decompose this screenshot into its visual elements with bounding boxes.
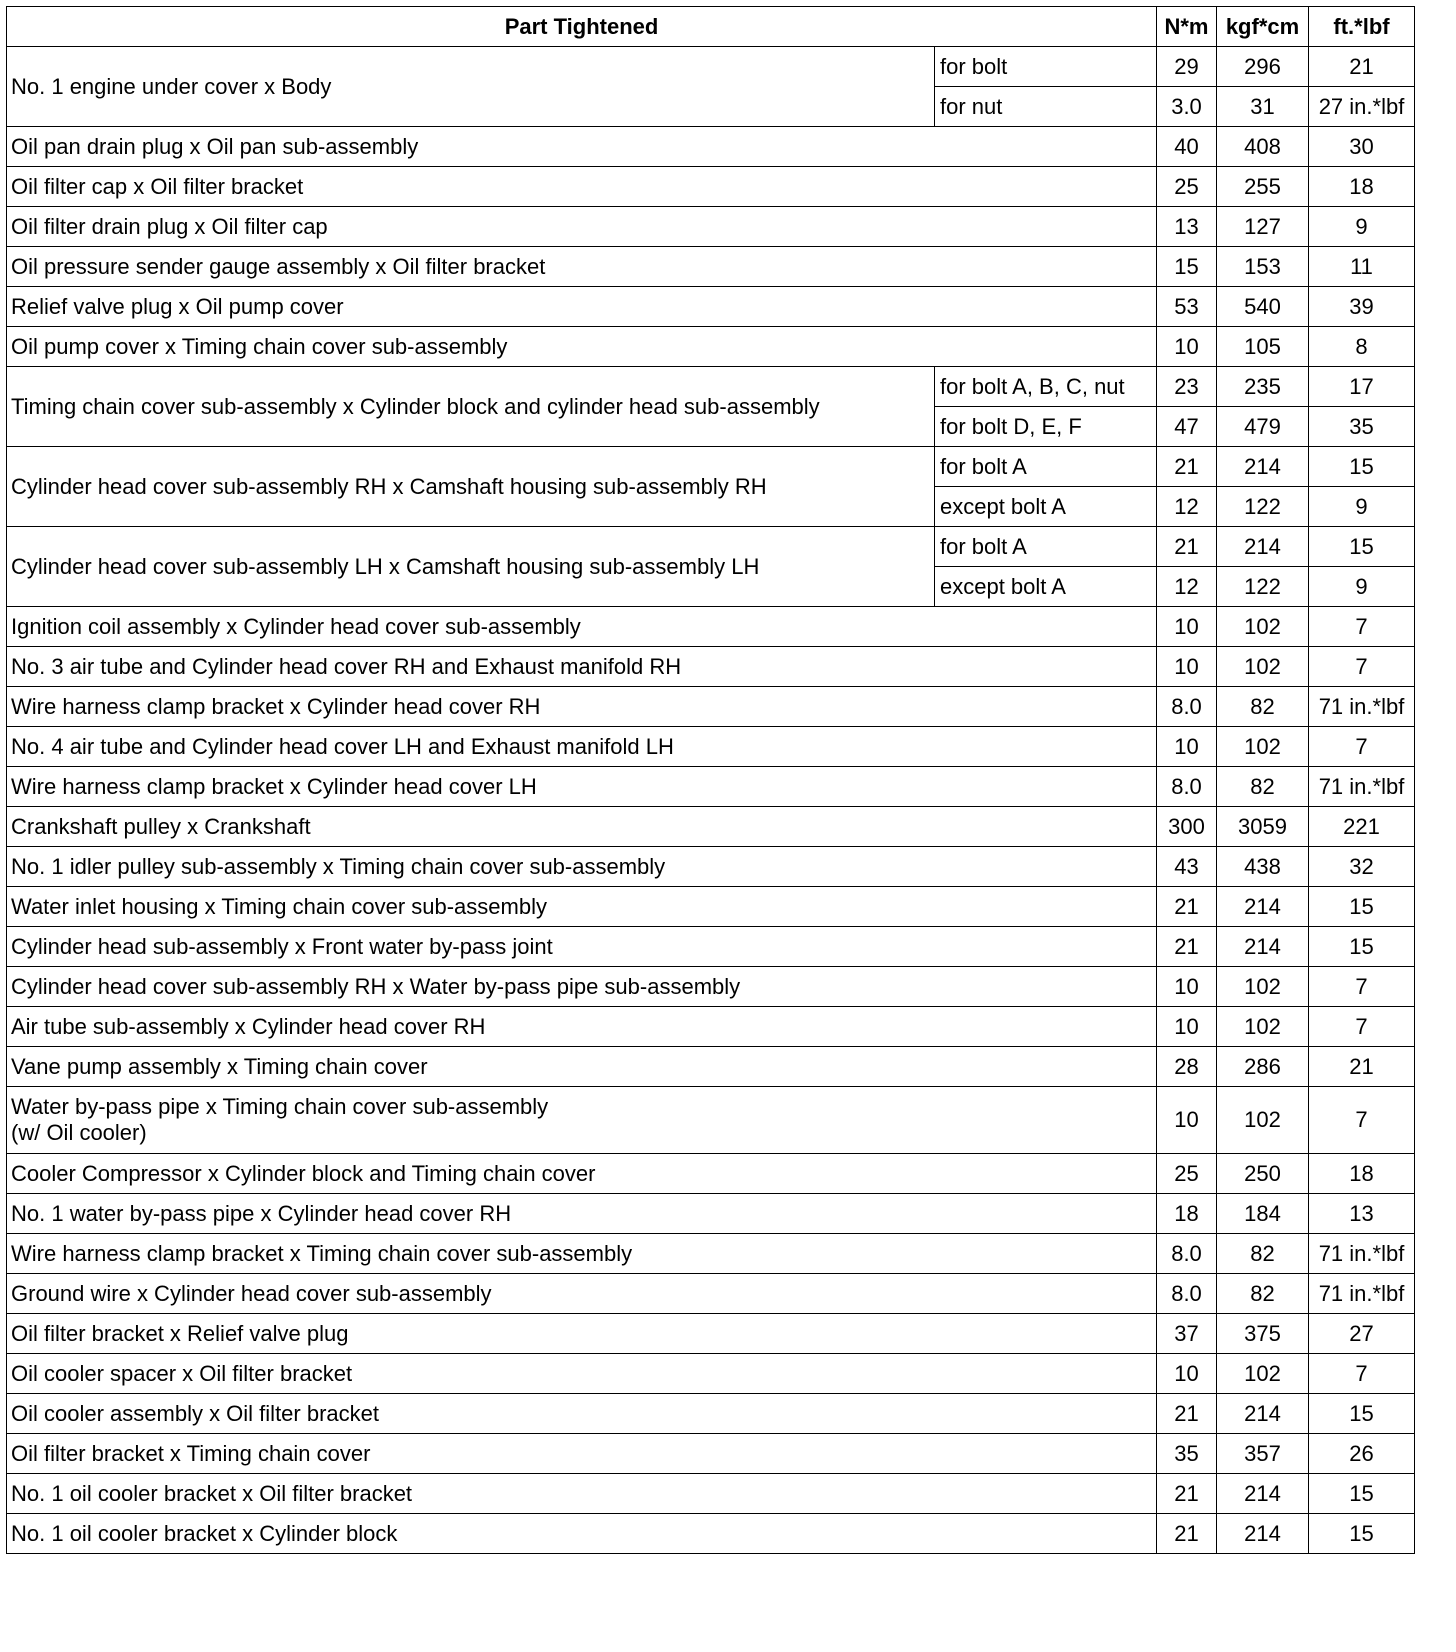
header-ft-lbf: ft.*lbf [1309,7,1415,47]
part-name: No. 4 air tube and Cylinder head cover LH and Exhaust manifold LH [7,727,1157,767]
torque-kgf-cm: 214 [1217,927,1309,967]
torque-kgf-cm: 102 [1217,727,1309,767]
torque-nm: 300 [1157,807,1217,847]
part-condition: for bolt D, E, F [935,407,1157,447]
torque-ft-lbf: 9 [1309,567,1415,607]
part-name: No. 1 engine under cover x Body [7,47,935,127]
torque-kgf-cm: 479 [1217,407,1309,447]
torque-nm: 3.0 [1157,87,1217,127]
part-name: Cylinder head cover sub-assembly RH x Water by-pass pipe sub-assembly [7,967,1157,1007]
part-name: Ground wire x Cylinder head cover sub-assembly [7,1274,1157,1314]
table-row [7,1434,1415,1474]
torque-kgf-cm: 438 [1217,847,1309,887]
part-name: Oil cooler spacer x Oil filter bracket [7,1354,1157,1394]
torque-nm: 8.0 [1157,1274,1217,1314]
torque-nm: 43 [1157,847,1217,887]
table-row [7,1087,1415,1154]
torque-kgf-cm: 102 [1217,647,1309,687]
torque-kgf-cm: 102 [1217,967,1309,1007]
torque-kgf-cm: 82 [1217,767,1309,807]
part-name: Ignition coil assembly x Cylinder head cover sub-assembly [7,607,1157,647]
table-row [7,1234,1415,1274]
table-row [7,727,1415,767]
torque-nm: 10 [1157,327,1217,367]
table-row [7,1474,1415,1514]
torque-nm: 15 [1157,247,1217,287]
torque-nm: 12 [1157,487,1217,527]
table-row [7,327,1415,367]
table-row [7,1514,1415,1554]
table-row [7,47,1415,87]
part-condition: for bolt [935,47,1157,87]
header-nm: N*m [1157,7,1217,47]
torque-nm: 8.0 [1157,687,1217,727]
torque-ft-lbf: 21 [1309,1047,1415,1087]
part-name: Oil filter bracket x Timing chain cover [7,1434,1157,1474]
part-name: Vane pump assembly x Timing chain cover [7,1047,1157,1087]
torque-nm: 10 [1157,647,1217,687]
torque-ft-lbf: 15 [1309,887,1415,927]
torque-ft-lbf: 8 [1309,327,1415,367]
torque-ft-lbf: 221 [1309,807,1415,847]
part-condition: except bolt A [935,567,1157,607]
torque-ft-lbf: 71 in.*lbf [1309,767,1415,807]
torque-kgf-cm: 122 [1217,487,1309,527]
part-name: Cylinder head cover sub-assembly RH x Camshaft housing sub-assembly RH [7,447,935,527]
table-row [7,207,1415,247]
torque-ft-lbf: 71 in.*lbf [1309,687,1415,727]
table-row [7,1314,1415,1354]
part-name: Cylinder head sub-assembly x Front water by-pass joint [7,927,1157,967]
torque-nm: 10 [1157,1087,1217,1154]
torque-nm: 12 [1157,567,1217,607]
part-condition: for bolt A [935,527,1157,567]
table-row [7,1274,1415,1314]
torque-nm: 21 [1157,927,1217,967]
torque-nm: 21 [1157,1394,1217,1434]
torque-ft-lbf: 18 [1309,1154,1415,1194]
table-row [7,767,1415,807]
part-name: No. 3 air tube and Cylinder head cover RH and Exhaust manifold RH [7,647,1157,687]
torque-nm: 29 [1157,47,1217,87]
header-kgf-cm: kgf*cm [1217,7,1309,47]
torque-ft-lbf: 21 [1309,47,1415,87]
table-row [7,847,1415,887]
torque-kgf-cm: 102 [1217,1007,1309,1047]
part-name: No. 1 water by-pass pipe x Cylinder head cover RH [7,1194,1157,1234]
torque-kgf-cm: 127 [1217,207,1309,247]
part-condition: except bolt A [935,487,1157,527]
header-row [7,7,1415,47]
torque-ft-lbf: 30 [1309,127,1415,167]
torque-kgf-cm: 214 [1217,1474,1309,1514]
torque-kgf-cm: 82 [1217,687,1309,727]
table-row [7,887,1415,927]
torque-nm: 21 [1157,447,1217,487]
table-row [7,1007,1415,1047]
torque-kgf-cm: 105 [1217,327,1309,367]
torque-kgf-cm: 540 [1217,287,1309,327]
torque-kgf-cm: 214 [1217,447,1309,487]
torque-nm: 37 [1157,1314,1217,1354]
table-row [7,1154,1415,1194]
torque-nm: 13 [1157,207,1217,247]
part-name [7,1087,1157,1154]
table-row [7,127,1415,167]
table-row [7,247,1415,287]
table-row [7,167,1415,207]
torque-nm: 8.0 [1157,767,1217,807]
part-name: Oil cooler assembly x Oil filter bracket [7,1394,1157,1434]
torque-nm: 21 [1157,1514,1217,1554]
table-row [7,967,1415,1007]
torque-kgf-cm: 255 [1217,167,1309,207]
torque-nm: 25 [1157,167,1217,207]
torque-ft-lbf: 7 [1309,727,1415,767]
table-row [7,1194,1415,1234]
torque-ft-lbf: 9 [1309,207,1415,247]
torque-nm: 10 [1157,1354,1217,1394]
part-name: Wire harness clamp bracket x Cylinder head cover RH [7,687,1157,727]
torque-ft-lbf: 32 [1309,847,1415,887]
part-name: Cooler Compressor x Cylinder block and Timing chain cover [7,1154,1157,1194]
torque-kgf-cm: 214 [1217,527,1309,567]
part-name: Air tube sub-assembly x Cylinder head cover RH [7,1007,1157,1047]
torque-nm: 10 [1157,727,1217,767]
table-row [7,607,1415,647]
torque-nm: 18 [1157,1194,1217,1234]
torque-nm: 21 [1157,887,1217,927]
torque-nm: 21 [1157,1474,1217,1514]
table-row [7,527,1415,567]
torque-kgf-cm: 296 [1217,47,1309,87]
torque-ft-lbf: 15 [1309,1394,1415,1434]
torque-ft-lbf: 7 [1309,967,1415,1007]
torque-kgf-cm: 375 [1217,1314,1309,1354]
table-row [7,1354,1415,1394]
torque-ft-lbf: 13 [1309,1194,1415,1234]
torque-nm: 23 [1157,367,1217,407]
part-name: No. 1 oil cooler bracket x Oil filter bracket [7,1474,1157,1514]
part-name: Oil pump cover x Timing chain cover sub-assembly [7,327,1157,367]
torque-kgf-cm: 153 [1217,247,1309,287]
torque-ft-lbf: 35 [1309,407,1415,447]
part-condition: for nut [935,87,1157,127]
part-name-line-2: (w/ Oil cooler) [11,1120,147,1145]
torque-ft-lbf: 39 [1309,287,1415,327]
torque-ft-lbf: 7 [1309,607,1415,647]
torque-ft-lbf: 9 [1309,487,1415,527]
part-name-line-1: Water by-pass pipe x Timing chain cover sub-assembly [11,1094,549,1119]
torque-nm: 10 [1157,1007,1217,1047]
torque-nm: 10 [1157,607,1217,647]
torque-kgf-cm: 235 [1217,367,1309,407]
part-name: Oil pressure sender gauge assembly x Oil filter bracket [7,247,1157,287]
part-condition: for bolt A [935,447,1157,487]
torque-ft-lbf: 15 [1309,1514,1415,1554]
torque-ft-lbf: 11 [1309,247,1415,287]
torque-kgf-cm: 357 [1217,1434,1309,1474]
torque-kgf-cm: 250 [1217,1154,1309,1194]
torque-ft-lbf: 7 [1309,1087,1415,1154]
torque-kgf-cm: 82 [1217,1274,1309,1314]
torque-kgf-cm: 31 [1217,87,1309,127]
torque-ft-lbf: 7 [1309,647,1415,687]
torque-kgf-cm: 82 [1217,1234,1309,1274]
table-row [7,927,1415,967]
part-name: Cylinder head cover sub-assembly LH x Camshaft housing sub-assembly LH [7,527,935,607]
table-row [7,807,1415,847]
part-name: Oil pan drain plug x Oil pan sub-assembly [7,127,1157,167]
torque-ft-lbf: 18 [1309,167,1415,207]
torque-nm: 8.0 [1157,1234,1217,1274]
table-row [7,687,1415,727]
torque-nm: 53 [1157,287,1217,327]
torque-specification-table [6,6,1415,1554]
torque-kgf-cm: 3059 [1217,807,1309,847]
header-part-tightened: Part Tightened [7,7,1157,47]
table-row [7,1047,1415,1087]
table-row [7,1394,1415,1434]
torque-kgf-cm: 408 [1217,127,1309,167]
part-name: Wire harness clamp bracket x Timing chain cover sub-assembly [7,1234,1157,1274]
torque-nm: 25 [1157,1154,1217,1194]
torque-ft-lbf: 15 [1309,1474,1415,1514]
torque-ft-lbf: 7 [1309,1007,1415,1047]
part-name: No. 1 oil cooler bracket x Cylinder block [7,1514,1157,1554]
torque-ft-lbf: 71 in.*lbf [1309,1234,1415,1274]
torque-nm: 40 [1157,127,1217,167]
torque-ft-lbf: 7 [1309,1354,1415,1394]
part-condition: for bolt A, B, C, nut [935,367,1157,407]
part-name: Water inlet housing x Timing chain cover sub-assembly [7,887,1157,927]
torque-nm: 47 [1157,407,1217,447]
torque-kgf-cm: 286 [1217,1047,1309,1087]
torque-ft-lbf: 27 [1309,1314,1415,1354]
torque-kgf-cm: 214 [1217,887,1309,927]
torque-kgf-cm: 214 [1217,1514,1309,1554]
table-row [7,287,1415,327]
torque-ft-lbf: 26 [1309,1434,1415,1474]
torque-ft-lbf: 15 [1309,447,1415,487]
torque-ft-lbf: 17 [1309,367,1415,407]
table-row [7,647,1415,687]
torque-kgf-cm: 102 [1217,607,1309,647]
torque-ft-lbf: 15 [1309,927,1415,967]
torque-kgf-cm: 122 [1217,567,1309,607]
torque-nm: 28 [1157,1047,1217,1087]
part-name: Oil filter drain plug x Oil filter cap [7,207,1157,247]
torque-kgf-cm: 102 [1217,1087,1309,1154]
part-name: Crankshaft pulley x Crankshaft [7,807,1157,847]
torque-kgf-cm: 102 [1217,1354,1309,1394]
torque-ft-lbf: 27 in.*lbf [1309,87,1415,127]
part-name: Oil filter bracket x Relief valve plug [7,1314,1157,1354]
torque-ft-lbf: 71 in.*lbf [1309,1274,1415,1314]
part-name: Relief valve plug x Oil pump cover [7,287,1157,327]
torque-ft-lbf: 15 [1309,527,1415,567]
table-body [7,47,1415,1554]
part-name: Oil filter cap x Oil filter bracket [7,167,1157,207]
torque-kgf-cm: 184 [1217,1194,1309,1234]
table-row [7,447,1415,487]
part-name: Wire harness clamp bracket x Cylinder head cover LH [7,767,1157,807]
part-name: No. 1 idler pulley sub-assembly x Timing chain cover sub-assembly [7,847,1157,887]
torque-nm: 21 [1157,527,1217,567]
torque-nm: 10 [1157,967,1217,1007]
part-name: Timing chain cover sub-assembly x Cylinder block and cylinder head sub-assembly [7,367,935,447]
torque-nm: 35 [1157,1434,1217,1474]
table-row [7,367,1415,407]
torque-kgf-cm: 214 [1217,1394,1309,1434]
